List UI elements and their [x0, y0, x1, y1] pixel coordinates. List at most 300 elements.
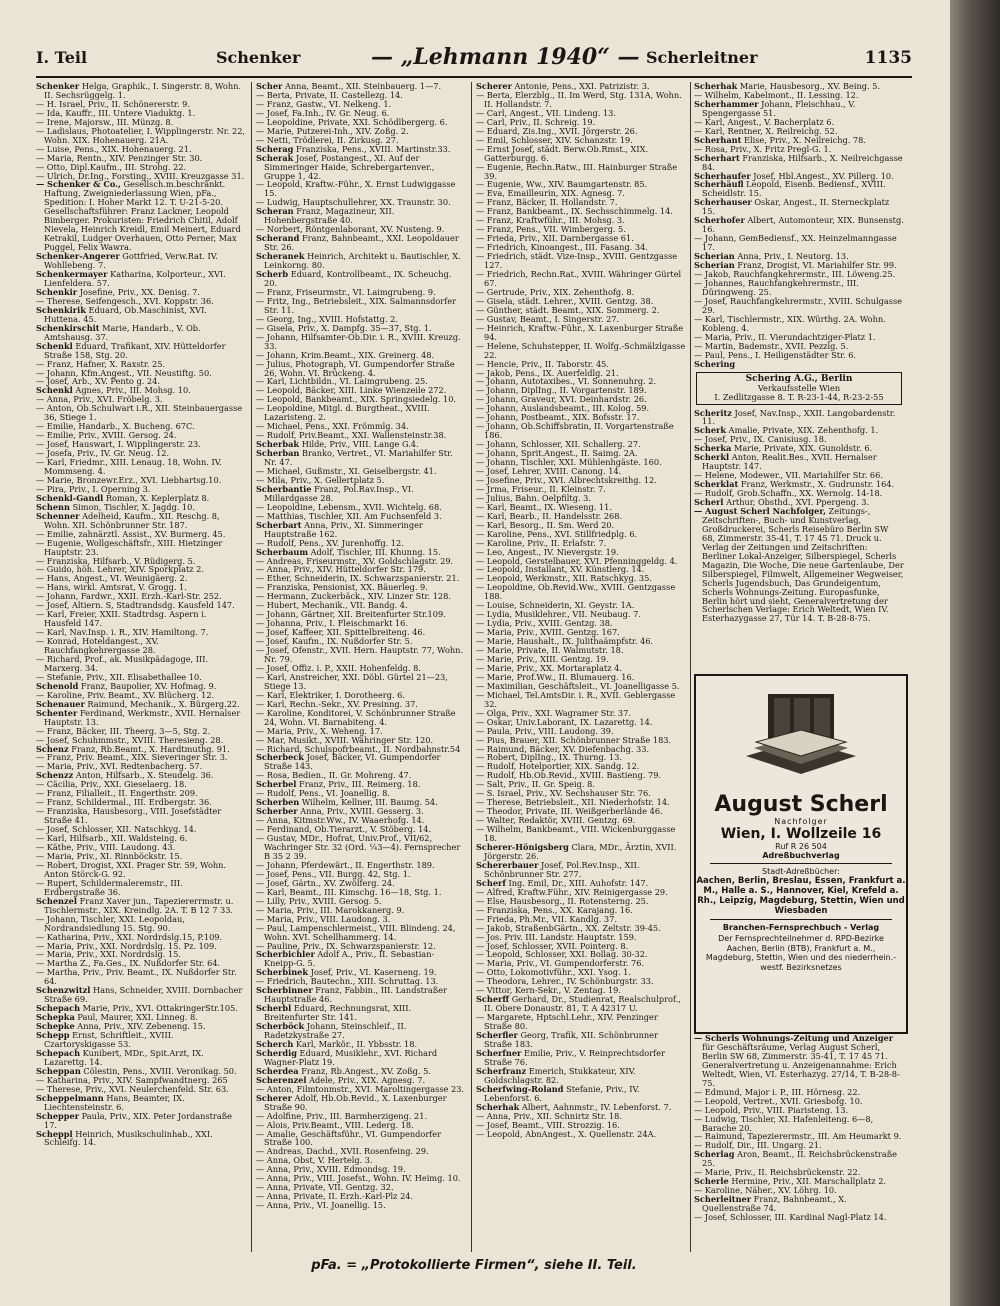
- entry-text: — Johann, Autotaxibes., VI. Sonnenuhrg. 2.: [476, 376, 657, 387]
- entry-text: — Karoline, Priv. Beamt., XV. Blücherg. 12.: [36, 689, 215, 700]
- entry-text: — Rudolf, Dir., III. Ungarg. 21.: [694, 1140, 822, 1151]
- entry-text: — Leopold, Bankbeamt., XIX. Springsiedelg. 10.: [256, 394, 457, 405]
- entry-name: Scherag: [256, 143, 294, 154]
- entry-name: Scherklat: [694, 479, 739, 490]
- entry-text: — Leo, Angest., IV. Nievergstr. 19.: [476, 546, 619, 557]
- book-spine: [950, 0, 1000, 1306]
- entry-text: Hans, Schneider, XVIII. Dornbacher Straße 69.: [44, 985, 243, 1005]
- entry-text: — Frieda, Ph.Mr., VII. Kandlg. 37.: [476, 913, 617, 924]
- entry-text: — Ludwig, Hauptschullehrer, XX. Traunstr. 30.: [256, 197, 451, 208]
- entry-text: — Amalie, Geschäftsführ., VI. Gumpendorfer Straße 100.: [256, 1128, 442, 1148]
- entry-text: Adolf, Tischler, III. Khunng. 15.: [310, 546, 441, 557]
- entry-text: — Lydia, Musiklehrer., VII. Neubaug. 7.: [476, 609, 641, 620]
- august-scherl-advertisement: [694, 674, 908, 1034]
- entry-name: Schenkirik: [36, 304, 86, 315]
- entry-text: Arthur, Obsthd., XVI. Ppergeng. 3.: [726, 497, 870, 508]
- entry-name: Schepach: [36, 1003, 81, 1014]
- directory-entry: [256, 404, 466, 422]
- entry-text: — Konrad, Hoteldangest., XV. Rauchfangkehrergasse 28.: [36, 636, 159, 656]
- directory-entry: [256, 234, 466, 252]
- directory-entry: [476, 1031, 686, 1049]
- entry-text: — Franz, Gastw., VI. Nelkeng. 1.: [256, 98, 392, 109]
- entry-text: — Walter, Redaktör, XVIII. Gentzg. 69.: [476, 815, 636, 826]
- schering-line2: I. Zedlitzgasse 8. T. R-23-1-44, R-23-2-55: [714, 391, 884, 402]
- directory-entry: [694, 1150, 904, 1168]
- directory-entry: [694, 100, 904, 118]
- entry-text: — Alois, Priv.Beamt., VIII. Lederg. 18.: [256, 1119, 414, 1130]
- directory-entry: [256, 709, 466, 727]
- entry-text: — Franz, Bäcker, II. Hollandstr. 7.: [476, 197, 618, 208]
- entry-text: — Martin, Bademstr., XVII. Pezzlg. 5.: [694, 340, 849, 351]
- directory-entry: [694, 1034, 904, 1088]
- entry-text: Emerich, Stukkateur, XIV. Goldschlagstr. 82.: [484, 1065, 636, 1085]
- entry-text: — Oskar, Univ.Laborant, IX. Lazarettg. 14.: [476, 716, 653, 727]
- entry-text: Franz, Bahnbeamt., XXI. Leopoldauer Str. 26.: [264, 233, 459, 253]
- directory-entry: [36, 270, 246, 288]
- entry-text: Hilde, Priv., VIII. Lange G.4.: [301, 439, 419, 450]
- entry-text: — Marie, Priv., XIII. Gentzg. 19.: [476, 654, 609, 664]
- entry-text: — Franziska, Pensionist, XX. Bäuerleg. 9.: [256, 582, 428, 593]
- directory-entry: [36, 342, 246, 360]
- entry-text: — Martha Z., Fa.Ges., IX. Nußdorfer Str. 64.: [36, 958, 221, 969]
- entry-text: — Leopold, Gerstelbauer, XVI. Pfenninggeldg. 4.: [476, 555, 678, 566]
- entry-text: — Franz, Schildermal., III. Erdbergstr. 36.: [36, 797, 212, 808]
- entry-name: Scheppl: [36, 1128, 73, 1139]
- entry-text: — Karoline, Konditorei, V. Schönbrunner Straße 24, Wohn. VI. Barnabiteng. 4.: [256, 707, 456, 727]
- entry-text: — Berta, Elerzblg., II. Im Werd, Stg. 131A, Wohn. II. Hollandstr. 7.: [476, 89, 682, 109]
- entry-text: — Maria, Priv., XVIII. Gentzg. 167.: [476, 627, 620, 638]
- entry-text: — Wilhelm, Bankbeamt., VIII. Wickenburggasse 18.: [476, 824, 676, 844]
- entry-text: Marie, Hausbesorg., XV. Being. 5.: [739, 82, 880, 91]
- entry-text: — Marie, Putzerei-Inh., XIV. Zoßg. 2.: [256, 125, 409, 136]
- entry-name: Schenner: [36, 510, 80, 521]
- directory-entry: [694, 315, 904, 333]
- directory-entry: [36, 610, 246, 628]
- entry-name: Schepp: [36, 1030, 70, 1041]
- directory-entry: [694, 180, 904, 198]
- directory-entry: [256, 180, 466, 198]
- entry-name: Scheranek: [256, 251, 305, 262]
- entry-text: — Leopold, Priv., VIII. Piaristeng. 13.: [694, 1104, 849, 1115]
- entry-text: — Carl, Priv., II. Schreig. 19.: [476, 116, 596, 127]
- entry-text: — Günther, städt. Beamt., XIX. Sommerg. 2.: [476, 304, 660, 315]
- directory-entry: [256, 297, 466, 315]
- entry-text: — Martha, Priv., Priv. Beamt., IX. Nußdorfer Str. 64.: [36, 967, 237, 987]
- entry-name: Schepka: [36, 1012, 75, 1023]
- entry-text: — Theodor, Private, III. Weißgerberlände 46.: [476, 806, 663, 817]
- entry-text: — Franz, Kraftwführ., III. Mohsg. 3.: [476, 215, 625, 226]
- entry-text: — Leopold, Kraftw.-Führ., X. Ernst Ludwiggasse 15.: [256, 179, 456, 199]
- entry-text: — Maria, Priv., XXI. Nordrdslg. 15.: [36, 949, 181, 960]
- directory-entry: [36, 1094, 246, 1112]
- entry-text: — Josef, Lehrer, XVIII. Canong. 14.: [476, 465, 622, 476]
- entry-text: — Johann, GemBediensf., XX. Heinzelmanngasse 17.: [694, 233, 897, 253]
- entry-name: Scherfwing-Roland: [476, 1083, 564, 1094]
- entry-text: — Karl, Rechn.-Sekr., XV. Presinng. 37.: [256, 698, 418, 709]
- entry-text: — Johann, Kfm.Angest., VII. Neustiftg. 50.: [36, 367, 212, 378]
- entry-name: Scherbantie: [256, 483, 312, 494]
- entry-text: — Therese, Seifengesch., XVI. Koppstr. 36.: [36, 295, 214, 306]
- entry-name: Schenkermayer: [36, 269, 108, 280]
- entry-text: — Karl, Besorg., II. Sm. Werd 20.: [476, 519, 615, 530]
- entry-name: Scherbinek: [256, 967, 309, 978]
- entry-text: — Karl, Tischlermstr., XIX. Würthg. 2A. Wohn. Kobleng. 4.: [694, 313, 886, 333]
- entry-text: — Maria, Priv., VIII. Laudong. 3.: [256, 913, 391, 924]
- entry-text: Raimund, Mechanik., X. Bürgerg.22.: [87, 698, 240, 709]
- entry-text: Oskar, Angest., II. Sterneckplatz 15.: [702, 197, 890, 217]
- entry-text: Zeitungs-, Zeitschriften-, Buch- und Kunstverlag, Großdruckerei, Scherls Reisebüro Berlin SW 68, Zimmerstr. 35-41, T. 17 45 71. Druck u. Verlag der Zeitungen und Zeitschriften: Berliner Lokal-Anzeiger, Silberspiegel, Scherls Magazin, Die Woche, Die neue Gartenlaube, Der Silberspiegel, Filmwelt, Allgemeiner Wegweiser, Scherls Jugendsbuch, Das Grundeigentum, Scherls Wohnungs-Zeitung. Europasfunke, Berlin hört und sieht, Generalvertretung der Scherlschen Verlage: Erich Weltedt, Wien IV. Esterhazygasse 27, Tür 14. T. B-28-8-75.: [702, 505, 904, 624]
- entry-text: Anton, Realit.Bes., XVII. Hernalser Hauptstr. 147.: [702, 452, 877, 472]
- entry-text: Elise, Priv., X. Neilreichg. 78.: [743, 134, 866, 145]
- directory-entry: [36, 968, 246, 986]
- entry-text: — Rosa, Priv., X. Fritz Pregl-G. 1.: [694, 143, 832, 154]
- directory-entry: [256, 924, 466, 942]
- directory-entry: [36, 539, 246, 557]
- entry-name: — Scherls Wohnungs-Zeitung und Anzeiger: [694, 1034, 894, 1043]
- entry-text: — Gertrude, Priv., XIX. Zehenthofg. 8.: [476, 286, 635, 297]
- entry-text: Josef, Hbl.Angest., XV. Pillerg. 10.: [753, 170, 894, 181]
- entry-text: — Frieda, Priv., XII. Darnbergasse 61.: [476, 233, 634, 244]
- entry-text: — Helene, Modewer., VII. Mariahilfer Str. 66.: [694, 470, 883, 481]
- entry-text: — Fritz, Ing., Betriebsleit., XIX. Salmannsdorfer Str. 11.: [256, 295, 456, 315]
- entry-text: Josef, Bäcker, VI. Gumpendorfer Straße 143.: [264, 752, 441, 772]
- column-4-top: [694, 82, 904, 672]
- entry-text: — Gustav, Beamt., I. Singerstr. 27.: [476, 313, 620, 324]
- entry-text: — Friedrich, Kinoangest., III. Fasang. 34.: [476, 242, 648, 253]
- entry-text: — Katharina, Priv., XIV. Sampfwandtnerg. 265: [36, 1074, 228, 1085]
- entry-name: Schenz: [36, 743, 69, 754]
- entry-text: — Paula, Priv., VIII. Laudong. 39.: [476, 725, 614, 736]
- entry-text: — Helene, Schuhstepper, II. Wolfg.-Schmälzlgasse 22.: [476, 340, 686, 360]
- ad-brand: August Scherl: [714, 792, 888, 817]
- entry-text: — Johannes, Rauchfangkehrermstr., III. Düringweng. 25.: [694, 277, 859, 297]
- entry-text: — Ludwig, Tischler, XI. Hafenleiteng. 6—8, Barache 20.: [694, 1113, 874, 1133]
- entry-text: — Anna, Priv., VIII. Josefst., Wohn. IV. Heimg. 10.: [256, 1173, 461, 1184]
- entry-name: Scherian: [694, 260, 735, 271]
- entry-text: — Karl, Hilfsarb., XII. Waldsteing. 6.: [36, 833, 188, 844]
- entry-text: — Josef, Beamt., VIII. Strozzig. 16.: [476, 1119, 620, 1130]
- directory-entry: [476, 422, 686, 440]
- entry-text: — Josef, Offiz. i. P., XXII. Hohenfeldg. 8.: [256, 662, 421, 673]
- entry-text: Franziska, Hilfsarb., X. Neilreichgasse 84.: [702, 152, 903, 172]
- entry-text: — Maria, Priv., XVI. Redtenbacherg. 57.: [36, 761, 203, 772]
- entry-text: — Pauline, Priv., IX. Schwarzspanierstr. 12.: [256, 940, 436, 951]
- entry-text: — Ladislaus, Photoatelier, I. Wipplingerstr. Nr. 22, Wohn. XIX. Hohenauerg. 21A.: [36, 125, 246, 145]
- entry-text: Franz, Pol.Rav.Insp., VI. Millardgasse 28.: [264, 483, 414, 503]
- entry-text: — Maria, Priv., X. Weheng. 17.: [256, 725, 383, 736]
- entry-text: — Franz, Hafner, X. Raxstr. 25.: [36, 358, 166, 369]
- directory-entry: [476, 1067, 686, 1085]
- entry-text: — Theodora, Lehrer., IV. Schönburgstr. 33.: [476, 976, 654, 987]
- entry-text: Roman, X. Keplerplatz 8.: [105, 492, 210, 503]
- entry-text: Stefanie, Priv., IV. Lebenforst. 6.: [484, 1083, 640, 1103]
- entry-text: — Jakob, StraßenbGärtn., XX. Zeltstr. 39-45.: [476, 922, 661, 933]
- entry-text: — Anton, Filmtonmstr., XVI. Maroltingergasse 23.: [256, 1083, 465, 1094]
- directory-entry: [36, 655, 246, 673]
- entry-name: Scherber: [256, 806, 298, 817]
- directory-entry: [36, 324, 246, 342]
- entry-text: Georg, Trafik, XII. Schönbrunner Straße 183.: [484, 1030, 658, 1049]
- entry-name: Schenkl: [36, 385, 73, 396]
- entry-text: — Ether, Schneiderin, IX. Schwarzspanierstr. 21.: [256, 573, 460, 584]
- entry-name: Scherbart: [256, 519, 302, 530]
- entry-name: Scherfler: [476, 1030, 518, 1041]
- entry-text: — Raimund, Bäcker, XV. Diefenbachg. 33.: [476, 743, 650, 754]
- column-divider: [471, 82, 472, 1252]
- ad-subtitle: Nachfolger: [774, 817, 828, 826]
- directory-entry: [256, 1130, 466, 1148]
- entry-name: Scherben: [256, 797, 300, 808]
- entry-text: — Matthias, Tischler, XII. Am Fuchsenfeld 3.: [256, 510, 442, 521]
- entry-text: — Johann, Ob.Schiffsbratin, II. Vorgartenstraße 186.: [476, 421, 674, 441]
- entry-text: — Marie, Bronzewr.Erz., XVI. Liebhartsg.10.: [36, 474, 222, 485]
- entry-text: — Josef, Arb., XV. Pento g. 24.: [36, 376, 160, 387]
- directory-entry: [256, 986, 466, 1004]
- entry-name: Scheritz: [694, 407, 732, 418]
- entry-name: Scherfranz: [476, 1065, 527, 1076]
- entry-text: — S. Israel, Priv., XV. Sechshauser Str. 76.: [476, 788, 651, 799]
- entry-text: Anna, Priv., XVIII. Gesserg. 3.: [300, 806, 424, 817]
- entry-name: Schenker: [36, 82, 80, 91]
- directory-entry: [694, 409, 904, 427]
- directory-entry: [36, 897, 246, 915]
- schering-title: Schering A.G., Berlin: [745, 373, 853, 384]
- directory-entry: [694, 216, 904, 234]
- entry-text: — Paul, Lampenschlermeist., VIII. Blindeng. 24, Wohn. XVI. Schellhammerg. 14.: [256, 922, 456, 942]
- directory-entry: [256, 154, 466, 181]
- entry-name: Scherch: [256, 1038, 294, 1049]
- entry-text: Franz, Fabbin., III. Landstraßer Hauptstraße 46.: [264, 985, 447, 1005]
- entry-text: — Franz, Filialleit., II. Engerthstr. 209.: [36, 788, 198, 799]
- directory-entry: [476, 1130, 686, 1139]
- entry-text: Johann, Steinschleif., II. Radetzkystraße 27.: [264, 1021, 407, 1041]
- column-4-bottom: [694, 1034, 904, 1252]
- entry-text: — Josef, Kaufm., IX. Nußdorfer Str. 5.: [256, 636, 413, 647]
- directory-entry: [694, 453, 904, 471]
- entry-name: Schenzel: [36, 895, 77, 906]
- directory-entry: [256, 646, 466, 664]
- entry-text: — Anna, Priv., VI. Joanellig. 15.: [256, 1200, 386, 1211]
- entry-text: — Josef, Ofenstr., XVII. Hern. Hauptstr. 77, Wohn. Nr. 79.: [256, 645, 464, 664]
- entry-text: — Johann, Auslandsbeamt., III. Kolog. 59.: [476, 403, 650, 414]
- entry-text: Simon, Tischler, X. Jagdg. 10.: [72, 501, 195, 512]
- entry-text: — Franziska, Hilfsarb., V. Rüdigerg. 5.: [36, 555, 196, 566]
- entry-text: Kunibert, MDr., Spit.Arzt, IX. Lazarettg. 14.: [44, 1047, 204, 1067]
- entry-name: Scherkl: [694, 452, 730, 463]
- entry-text: — Emil, Schlosser, XIV. Schanzstr. 19.: [476, 134, 633, 145]
- entry-text: — Johann, Tischler, XXI. Leopoldau, Nordrandsiedlung 15. Stg. 90.: [36, 913, 185, 933]
- entry-text: — Rudolf, Pens., XV. Jurenhoffg. 12.: [256, 537, 404, 548]
- entry-text: — Michael, Pens., XXI. Frömmlg. 34.: [256, 421, 409, 432]
- column-divider: [251, 82, 252, 1252]
- entry-text: — Rupert, Schildermaleremstr., III. Erdbergstraße 36.: [36, 877, 183, 897]
- entry-text: — Friedrich, Rechn.Rat., XVIII. Währinger Gürtel 67.: [476, 269, 682, 288]
- entry-text: — Karl, Nav.Insp. i. R., XIV. Hamiltong. 7.: [36, 627, 209, 638]
- entry-text: Wilhelm, Kellner, III. Baumg. 54.: [301, 797, 438, 808]
- entry-text: Ernst, Schriftleit., XVIII. Czartoryskigasse 53.: [44, 1030, 174, 1049]
- directory-entry: [36, 807, 246, 825]
- entry-text: — Franz, Friseurmstr., VI. Laimgrubeng. 9.: [256, 286, 436, 297]
- entry-text: — Mila, Priv., X. Gellertplatz 5.: [256, 474, 385, 485]
- directory-entry: [694, 234, 904, 252]
- entry-text: — Jakob, Rauchfangkehrermstr., III. Löweng.25.: [694, 269, 896, 280]
- entry-text: — Karl, Lichtbildn., VI. Laimgrubeng. 25.: [256, 376, 428, 387]
- entry-text: — Franz, Bäcker, III. Theerg. 3—5, Stg. 2.: [36, 725, 211, 736]
- entry-text: — Edmund, Major i. P., III. Hörnesg. 22.: [694, 1086, 861, 1097]
- entry-text: Franz, Bahnbeamt., X. Quellenstraße 74.: [702, 1194, 847, 1214]
- entry-text: — Josef, Kaffeer, XII. Spittelbreiteng. 46.: [256, 627, 426, 638]
- entry-text: Ing. Emil, Dr., XIII. Auhofstr. 147.: [508, 877, 649, 888]
- entry-text: — Anna, Priv., XIV. Hütteldorfer Str. 179.: [256, 564, 426, 575]
- entry-text: — Anna, Priv., XII. Schnirtz Str. 18.: [476, 1110, 622, 1121]
- directory-entry: [256, 1201, 466, 1210]
- entry-text: — Eduard, Zis.Ing., XVII. Jörgerstr. 26.: [476, 125, 638, 136]
- entry-text: — Gisela, städt. Lehrer., XVIII. Gentzg. 38.: [476, 295, 654, 306]
- entry-text: — Hubert, Mechanik., VII. Bandg. 4.: [256, 600, 408, 611]
- entry-text: — Maria, Rentn., XIV. Penzinger Str. 30.: [36, 152, 203, 163]
- directory-entry: [476, 145, 686, 163]
- entry-name: Scherdig: [256, 1047, 297, 1058]
- part-label: I. Teil: [36, 48, 88, 67]
- entry-text: — Josef, Altiern. S, Stadtrandsdg. Kausfeld 147.: [36, 600, 235, 611]
- entry-text: Franz, Werkmstr., X. Gudrunstr. 164.: [740, 479, 895, 490]
- entry-text: — H. Israel, Priv., II. Schönererstr. 9.: [36, 98, 190, 109]
- directory-entry: [476, 1013, 686, 1031]
- entry-text: — Adolfine, Priv., III. Barmherzigeng. 21.: [256, 1110, 428, 1121]
- directory-entry: [256, 1049, 466, 1067]
- directory-entry: [36, 127, 246, 145]
- directory-entry: [256, 449, 466, 467]
- entry-text: Josef, Priv., VI. Kaserneng. 19.: [310, 967, 437, 978]
- entry-text: — Berta, Private, II. Castellezg. 14.: [256, 89, 403, 100]
- entry-text: Johann, Fleischhau., V. Spengergasse 51.: [702, 98, 856, 118]
- entry-text: — Anna, Private, VII. Gentzg. 32.: [256, 1182, 394, 1193]
- entry-text: — Friedrich, städt. Vize-Insp., XVIII. Gentzgasse 127.: [476, 251, 678, 271]
- entry-name: Scherfner: [476, 1047, 522, 1058]
- entry-text: Ferdinand, Werkmstr., XVII. Hernalser Hauptstr. 13.: [44, 707, 241, 727]
- entry-text: — Karl, Angest., V. Bacherplatz 6.: [694, 116, 835, 127]
- ad-publisher: Adreßbuchverlag: [762, 851, 840, 860]
- ad-branch-text: Der Fernsprechteilnehmer d. RPD-Bezirke Aachen, Berlin (BTB), Frankfurt a. M., Magdeburg, Stettin, Wien und des niederrhein.-westf. Bezirksnetzes: [705, 934, 897, 972]
- directory-entry: [36, 1031, 246, 1049]
- entry-text: Marie, Priv., XVI. OttakringerStr.105.: [82, 1003, 238, 1014]
- entry-name: Schererbauer: [476, 859, 539, 870]
- entry-text: — Franz, Pens., VII. Wimbergerg. 5.: [476, 224, 626, 235]
- entry-text: — Eugenie, Wollgeschäftsfr., XIII. Hietzinger Hauptstr. 23.: [36, 537, 223, 557]
- entry-name: Scheppelmann: [36, 1092, 104, 1103]
- entry-text: Branko, Vertret., VI. Mariahilfer Str. Nr. 47.: [264, 448, 453, 468]
- entry-text: — Julius, Photograph, VI. Gumpendorfer Straße 26, Wohn. VI. Brückeng. 4.: [256, 358, 455, 378]
- entry-text: Franziska, Pens., XVIII. Martinstr.33.: [296, 143, 451, 154]
- entry-text: — Guido, höh. Lehrer, XIV. Sporkplatz 2.: [36, 564, 204, 575]
- directory-entry: [36, 1130, 246, 1148]
- entry-text: — Jos. Priv. III. Landstr. Hauptstr. 159.: [476, 931, 637, 942]
- directory-entry: [256, 270, 466, 288]
- entry-text: — Josef, Schuhmmstr., XVIII. Theresieng. 28.: [36, 734, 224, 745]
- entry-text: Marie, Private, XIX. Gunoldstr. 6.: [733, 443, 873, 454]
- entry-text: — Josef, Rauchfangkehrermstr., XVIII. Schulgasse 29.: [694, 295, 902, 315]
- page-number: 1135: [864, 48, 912, 68]
- first-entry-name: Schenker: [216, 48, 301, 67]
- entry-name: Scherhauser: [694, 197, 752, 208]
- entry-text: — Irene, Majorsw., III. Münzg. 8.: [36, 116, 174, 127]
- ad-heading: Stadt-Adreßbücher:: [762, 867, 840, 876]
- entry-text: Heinrich, Musikschulinhab., XXI. Schleifg. 14.: [44, 1128, 213, 1148]
- entry-text: — Georg, Ing., XVIII. Hofstattg. 2.: [256, 313, 398, 324]
- entry-text: — Anna, Priv., XVIII. Edmondsg. 19.: [256, 1164, 406, 1175]
- entry-text: — Norbert, Röntgenlaborant, XV. Nusteng. 9.: [256, 224, 445, 235]
- directory-entry: [36, 709, 246, 727]
- directory-entry: [256, 252, 466, 270]
- entry-name: Schenter: [36, 707, 78, 718]
- directory-entry: [476, 861, 686, 879]
- ad-rule: [710, 863, 892, 864]
- entry-name: Scherenzel: [256, 1074, 307, 1085]
- entry-text: Eduard, Ob.Maschinist, XVI. Huttena. 45.: [44, 304, 207, 324]
- entry-text: Heinrich, Architekt u. Bautischler, X. Leinkorng. 80.: [264, 251, 461, 271]
- entry-name: Scherhak: [476, 1101, 520, 1112]
- entry-text: — Leopold, Werkmstr., XII. Ratschkyg. 35.: [476, 573, 652, 584]
- last-entry-name: Scherleitner: [646, 48, 758, 67]
- entry-text: Cölestin, Pens., XVIII. Veronikag. 50.: [83, 1065, 237, 1076]
- entry-text: — Rudolf, Grob.Schaffn., XX. Wernolg. 14-18.: [694, 488, 883, 499]
- entry-text: — Josef, Gärtn., XV. Zwölferg. 24.: [256, 877, 395, 888]
- ad-cities: Aachen, Berlin, Breslau, Essen, Frankfurt a. M., Halle a. S., Hannover, Kiel, Krefeld a. Rh., Leipzig, Magdeburg, Stettin, Wien und Wiesbaden: [696, 876, 906, 916]
- entry-text: Anna, Priv., XI. Simmeringer Hauptstraße 162.: [264, 519, 423, 539]
- entry-text: — Ferdinand, Ob.Tierarzt., V. Stöberg. 14.: [256, 824, 432, 835]
- entry-name: Scherlag: [694, 1149, 735, 1160]
- entry-text: — Karl, Beamt., III. Kimschg. 16—18, Stg. 1.: [256, 886, 442, 897]
- entry-name: Scherle: [694, 1176, 729, 1187]
- entry-text: — Johann, Hilfsamter-Ob.Dir. i. R., XVIII. Kreuzg. 33.: [256, 331, 461, 351]
- entry-text: Adelheid, Kaufm., XII. Reschg. 8, Wohn. XII. Schönbrunner Str. 187.: [44, 510, 220, 530]
- entry-text: — Hermann, Zuckerbäck., XIV. Linzer Str. 128.: [256, 591, 451, 602]
- entry-text: — Heinrich, Kraftw.-Führ., X. Laxenburger Straße 94.: [476, 322, 684, 342]
- entry-text: — Karoline, Pens., XVI. Stillfriedplg. 6.: [476, 528, 638, 539]
- entry-text: Gesellsch.m.beschränkt. Haftung, Zweigniederlassung Wien, pFa., Spedition: I. Hoher Markt 12. T. U-21-5-20. Gesellschaftsführer: Franz Lackner, Leopold Bimberger. Prokuristen: Friedrich Chitil, Adolf Nievela, Heinrich Kreidl, Emil Meinert, Eduard Ketrakil, Ludger Overhauen, Otto Perner, Max Puggel, Felix Wawra.: [44, 179, 241, 253]
- entry-text: — Maria, Priv., XI. Rinnböckstr. 15.: [36, 850, 183, 861]
- entry-text: — Franz, Bankbeamt., IX. Sechsschimmelg. 14.: [476, 206, 673, 217]
- entry-text: — Eugenie, Ww., XIV. Baumgartenstr. 85.: [476, 179, 648, 190]
- entry-text: — Anton, Ob.Schulwart i.R., XII. Steinbauergasse 36, Stiege 1.: [36, 403, 243, 423]
- entry-text: — Karl, Bearb., II. Handelsstr. 268.: [476, 510, 623, 521]
- entry-text: Paul, Maurer, XXI. Linneg. 8.: [77, 1012, 198, 1023]
- entry-text: — Johann, Krim.Beamt., XIX. Greinerg. 48.: [256, 349, 435, 360]
- ad-rule: [710, 919, 892, 920]
- entry-text: Adele, Priv., XIX. Agnesg. 7.: [309, 1074, 426, 1085]
- entry-name: Scherdea: [256, 1065, 299, 1076]
- entry-text: — Josef, Hauswart, I. Wipplingerstr. 23.: [36, 439, 201, 450]
- entry-text: — Leopold, AbnAngest., X. Quellenstr. 24A.: [476, 1128, 657, 1139]
- entry-text: Franz, Rb.Angest., XV. Zoßg. 5.: [301, 1065, 431, 1076]
- entry-text: — Josef, Schlosser, XVII. Pointerg. 8.: [476, 940, 629, 951]
- entry-name: Scherböck: [256, 1021, 305, 1032]
- entry-text: — Marie, Private, II. Walmutstr. 18.: [476, 645, 624, 656]
- directory-entry: [36, 306, 246, 324]
- directory-entry: [476, 324, 686, 342]
- entry-text: — Emilie, Handarb., X. Bucheng. 67C.: [36, 421, 195, 432]
- entry-name: Scherer: [256, 1092, 292, 1103]
- entry-name: Scherf: [476, 877, 506, 888]
- entry-name: — August Scherl Nachfolger,: [694, 505, 826, 516]
- book-title: — „Lehmann 1940“ —: [371, 44, 640, 70]
- entry-text: — Otto, Dipl.Kaufm., III. Strohg. 22.: [36, 161, 187, 172]
- entry-text: — Franziska, Hausbesorg., VIII. Josefstädter Straße 41.: [36, 806, 222, 826]
- directory-entry: [256, 1004, 466, 1022]
- entry-text: — Franziska, Pens., XX. Karajang. 16.: [476, 904, 633, 915]
- entry-name: Scherhäufl: [694, 179, 744, 190]
- entry-text: — Maximilian, Geschäftsleit., VI. Joanelligasse 5.: [476, 680, 680, 691]
